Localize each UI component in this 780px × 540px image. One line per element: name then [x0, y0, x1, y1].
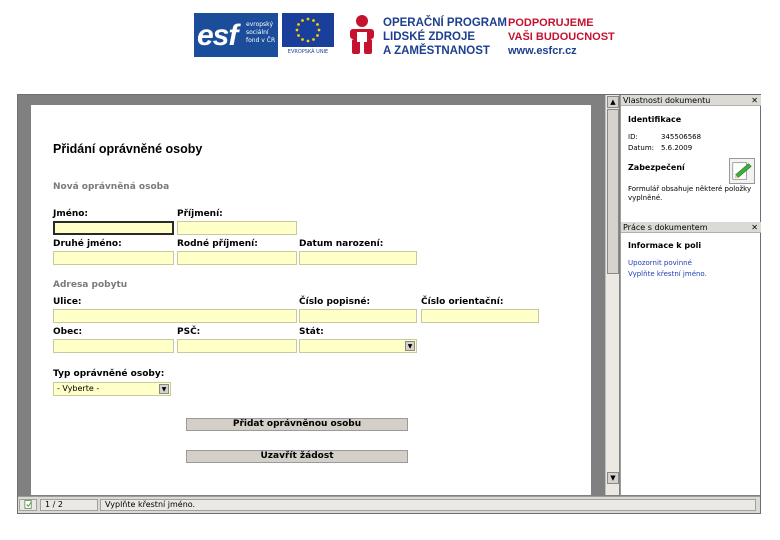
field-info-heading: Informace k poli: [628, 241, 702, 250]
date-label: Datum:: [628, 144, 655, 152]
chevron-down-icon[interactable]: ▼: [159, 384, 169, 394]
label-rodne-prijmeni: Rodné příjmení:: [177, 239, 258, 249]
psc-input[interactable]: [177, 339, 297, 353]
program-figure-icon: [346, 14, 378, 56]
label-datum-narozeni: Datum narození:: [299, 239, 384, 249]
label-obec: Obec:: [53, 327, 83, 337]
pencil-icon: [730, 159, 754, 183]
jmeno-input[interactable]: [53, 221, 174, 235]
security-text: Formulář obsahuje některé položky vyplněné.: [628, 185, 752, 202]
esf-text-line: fond v ČR: [246, 37, 276, 44]
esf-text-line: evropský: [246, 21, 273, 28]
label-stat: Stát:: [299, 327, 324, 337]
program-logo-text: [383, 16, 507, 58]
security-heading: Zabezpečení: [628, 163, 685, 172]
close-icon[interactable]: ✕: [751, 96, 758, 105]
datum-narozeni-input[interactable]: [299, 251, 417, 265]
signature-icon[interactable]: [729, 158, 755, 184]
identification-heading: Identifikace: [628, 115, 682, 124]
scroll-up-icon[interactable]: ▲: [607, 96, 619, 108]
obec-input[interactable]: [53, 339, 174, 353]
rodne-prijmeni-input[interactable]: [177, 251, 297, 265]
work-title: Práce s dokumentem: [623, 223, 708, 232]
status-message: Vyplňte křestní jméno.: [100, 499, 756, 511]
esf-text: [246, 21, 278, 45]
section-address: Adresa pobytu: [53, 280, 128, 290]
typ-osoby-value: - Vyberte -: [57, 384, 100, 393]
program-line: OPERAČNÍ PROGRAM: [383, 17, 507, 29]
label-prijmeni: Příjmení:: [177, 209, 223, 219]
esf-text-line: sociální: [246, 29, 269, 36]
page-indicator: 1 / 2: [40, 499, 98, 511]
stat-select[interactable]: [299, 339, 417, 353]
druhe-jmeno-input[interactable]: [53, 251, 174, 265]
scrollbar-thumb[interactable]: [607, 109, 619, 274]
typ-osoby-select[interactable]: [53, 382, 171, 396]
properties-panel-header: [621, 95, 761, 106]
eu-stars-icon: [295, 17, 321, 43]
label-cislo-popisne: Číslo popisné:: [299, 297, 371, 307]
label-jmeno: Jméno:: [53, 209, 89, 219]
label-typ-osoby: Typ oprávněné osoby:: [53, 369, 165, 379]
link-first-name[interactable]: Vyplňte křestní jméno.: [628, 270, 707, 278]
label-cislo-orientacni: Číslo orientační:: [421, 297, 504, 307]
close-icon[interactable]: ✕: [751, 223, 758, 232]
prijmeni-input[interactable]: [177, 221, 297, 235]
id-value: 345506568: [661, 133, 702, 141]
section-new-person: Nová oprávněná osoba: [53, 182, 170, 192]
label-psc: PSČ:: [177, 327, 201, 337]
ulice-input[interactable]: [53, 309, 297, 323]
id-label: ID:: [628, 133, 638, 141]
scroll-down-icon[interactable]: ▼: [607, 472, 619, 484]
esf-letters: esf: [197, 19, 238, 52]
chevron-down-icon[interactable]: ▼: [405, 341, 415, 351]
status-bar: [18, 496, 760, 513]
date-value: 5.6.2009: [661, 144, 693, 152]
label-ulice: Ulice:: [53, 297, 82, 307]
properties-title: Vlastnosti dokumentu: [623, 96, 711, 105]
cislo-orientacni-input[interactable]: [421, 309, 539, 323]
program-line: LIDSKÉ ZDROJE: [383, 31, 476, 43]
support-logo-text: [508, 16, 615, 58]
eu-logo: [282, 13, 334, 57]
support-url: www.esfcr.cz: [508, 45, 577, 57]
link-required[interactable]: Upozornit povinné: [628, 259, 692, 267]
esf-logo: [194, 13, 278, 57]
eu-caption: EVROPSKÁ UNIE: [287, 49, 329, 55]
add-person-button[interactable]: Přidat oprávněnou osobu: [186, 418, 408, 431]
label-druhe-jmeno: Druhé jméno:: [53, 239, 122, 249]
application-window: [17, 94, 761, 514]
support-line: PODPORUJEME: [508, 17, 594, 29]
work-panel-header: [621, 222, 761, 233]
cislo-popisne-input[interactable]: [299, 309, 417, 323]
eu-flag-icon: [282, 13, 334, 47]
document-page: [31, 105, 591, 495]
document-scrollbar[interactable]: [605, 95, 619, 495]
support-line: VAŠI BUDOUCNOST: [508, 31, 615, 43]
close-request-button[interactable]: Uzavřít žádost: [186, 450, 408, 463]
document-status-icon: [19, 499, 37, 511]
program-line: A ZAMĚSTNANOST: [383, 45, 490, 57]
form-title: Přidání oprávněné osoby: [53, 142, 203, 156]
side-panel: [620, 95, 760, 495]
page-icon: [24, 500, 33, 509]
